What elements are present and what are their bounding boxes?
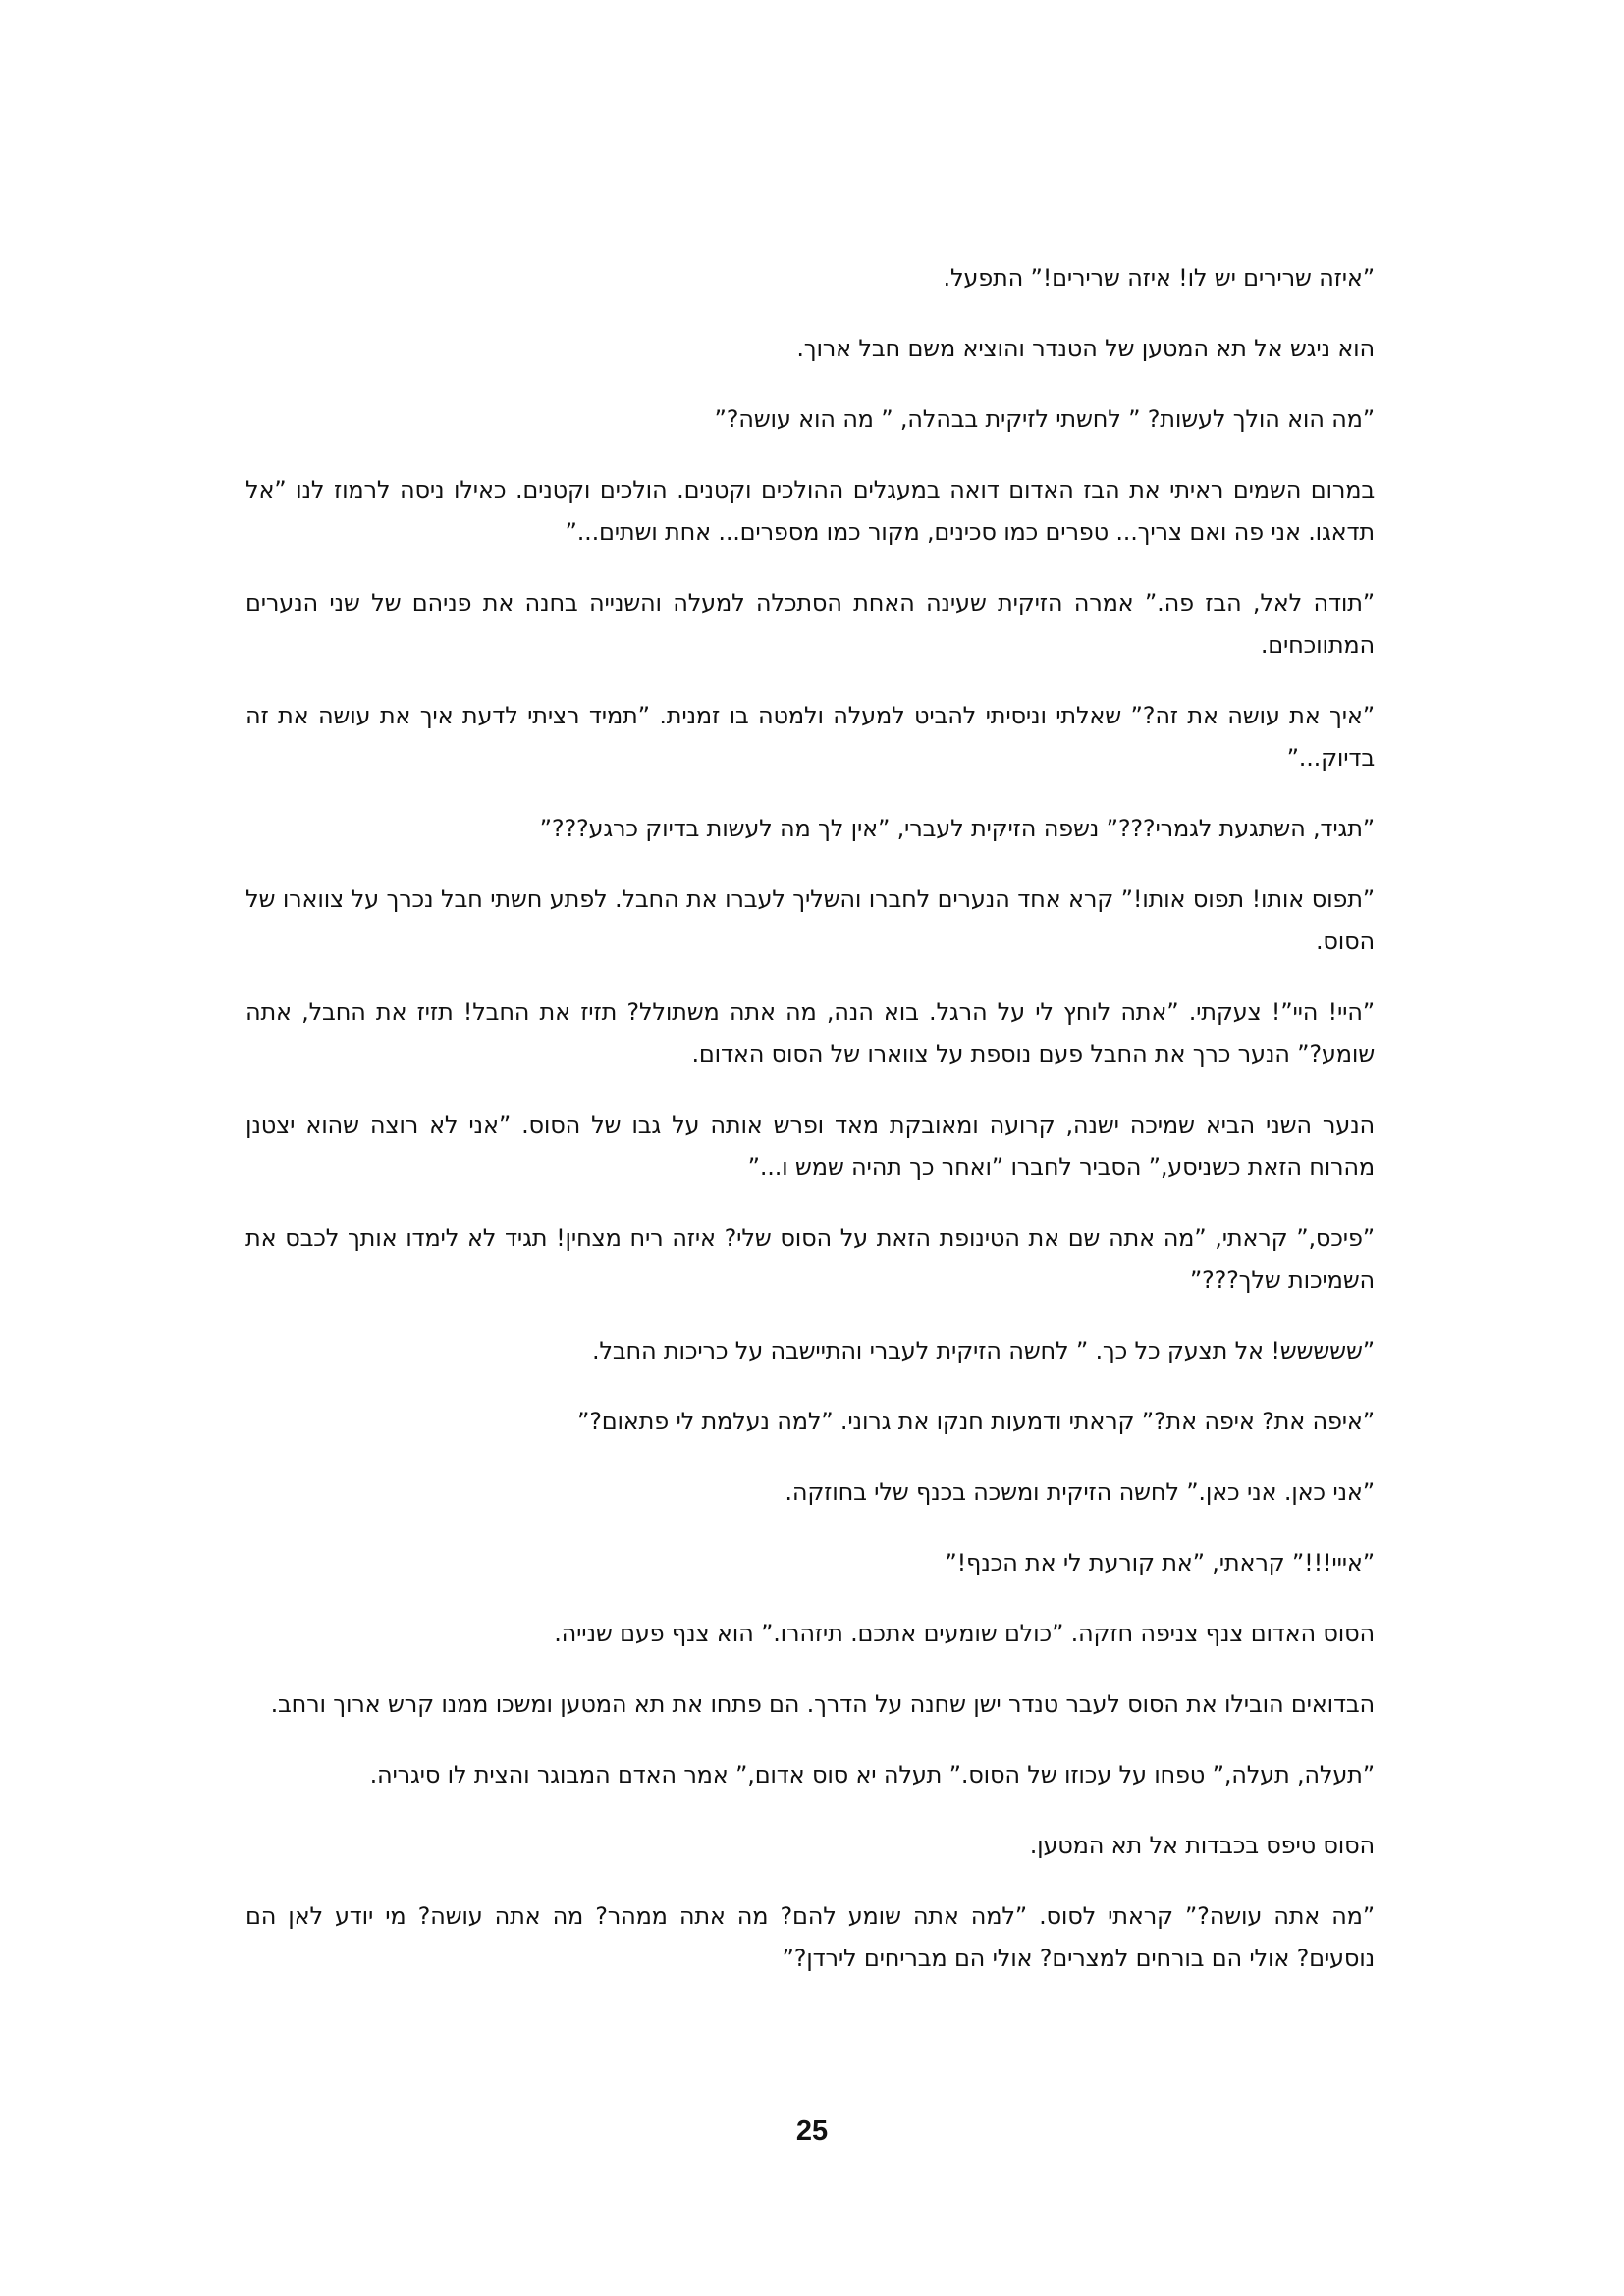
paragraph-4: במרום השמים ראיתי את הבז האדום דואה במעגלים ההולכים וקטנים. הולכים וקטנים. כאילו ניסה לרמוז לנו ”אל תדאגו. אני פה ואם צריך... טפרים כמו סכינים, מקור כמו מספרים... אחת ושתים...” <box>245 476 1375 546</box>
page-number: 25 <box>795 2115 829 2147</box>
paragraph-13: ”איפה את? איפה את?” קראתי ודמעות חנקו את גרוני. ”למה נעלמת לי פתאום?” <box>576 1408 1375 1435</box>
paragraph-19: הסוס טיפס בכבדות אל תא המטען. <box>1029 1832 1375 1859</box>
paragraph-7: ”תגיד, השתגעת לגמרי???” נשפה הזיקית לעברי, ”אין לך מה לעשות בדיוק כרגע???” <box>539 815 1375 842</box>
paragraph-5: ”תודה לאל, הבז פה.” אמרה הזיקית שעינה האחת הסתכלה למעלה והשנייה בחנה את פניהם של שני הנערים המתווכחים. <box>245 589 1375 659</box>
paragraph-12: ”ששששש! אל תצעק כל כך. ” לחשה הזיקית לעברי והתיישבה על כריכות החבל. <box>592 1337 1375 1364</box>
paragraph-16: הסוס האדום צנף צניפה חזקה. ”כולם שומעים אתכם. תיזהרו.” הוא צנף פעם שנייה. <box>554 1620 1375 1647</box>
paragraph-6: ”איך את עושה את זה?” שאלתי וניסיתי להביט למעלה ולמטה בו זמנית. ”תמיד רציתי לדעת איך את עושה את זה בדיוק...” <box>245 702 1375 772</box>
paragraph-11: ”פיכס,” קראתי, ”מה אתה שם את הטינופת הזאת על הסוס שלי? איזה ריח מצחין! תגיד לא לימדו אותך לכבס את השמיכות שלך???” <box>245 1224 1375 1294</box>
paragraph-8: ”תפוס אותו! תפוס אותו!” קרא אחד הנערים לחברו והשליך לעברו את החבל. לפתע חשתי חבל נכרך על צווארו של הסוס. <box>245 885 1375 955</box>
paragraph-10: הנער השני הביא שמיכה ישנה, קרועה ומאובקת מאד ופרש אותה על גבו של הסוס. ”אני לא רוצה שהוא יצטנן מהרוח הזאת כשניסע,” הסביר לחברו ”ואחר כך תהיה שמש ו...” <box>245 1111 1375 1181</box>
page-text <box>245 257 1375 2008</box>
paragraph-17: הבדואים הובילו את הסוס לעבר טנדר ישן שחנה על הדרך. הם פתחו את תא המטען ומשכו ממנו קרש ארוך ורחב. <box>270 1690 1375 1718</box>
paragraph-3: ”מה הוא הולך לעשות? ” לחשתי לזיקית בבהלה, ” מה הוא עושה?” <box>714 405 1375 433</box>
paragraph-18: ”תעלה, תעלה,” טפחו על עכוזו של הסוס.” תעלה יא סוס אדום,” אמר האדם המבוגר והצית לו סיגריה. <box>369 1761 1375 1789</box>
paragraph-2: הוא ניגש אל תא המטען של הטנדר והוציא משם חבל ארוך. <box>796 335 1375 362</box>
paragraph-15: ”אייי!!!” קראתי, ”את קורעת לי את הכנף!” <box>945 1549 1375 1576</box>
paragraph-1: ”איזה שרירים יש לו! איזה שרירים!” התפעל. <box>943 264 1375 292</box>
paragraph-14: ”אני כאן. אני כאן.” לחשה הזיקית ומשכה בכנף שלי בחוזקה. <box>785 1478 1375 1506</box>
paragraph-9: ”היי! היי”! צעקתי. ”אתה לוחץ לי על הרגל. בוא הנה, מה אתה משתולל? תזיז את החבל! תזיז את החבל, אתה שומע?” הנער כרך את החבל פעם נוספת על צווארו של הסוס האדום. <box>245 998 1375 1068</box>
paragraph-20: ”מה אתה עושה?” קראתי לסוס. ”למה אתה שומע להם? מה אתה ממהר? מה אתה עושה? מי יודע לאן הם נוסעים? אולי הם בורחים למצרים? אולי הם מבריחים לירדן?” <box>245 1902 1375 1972</box>
